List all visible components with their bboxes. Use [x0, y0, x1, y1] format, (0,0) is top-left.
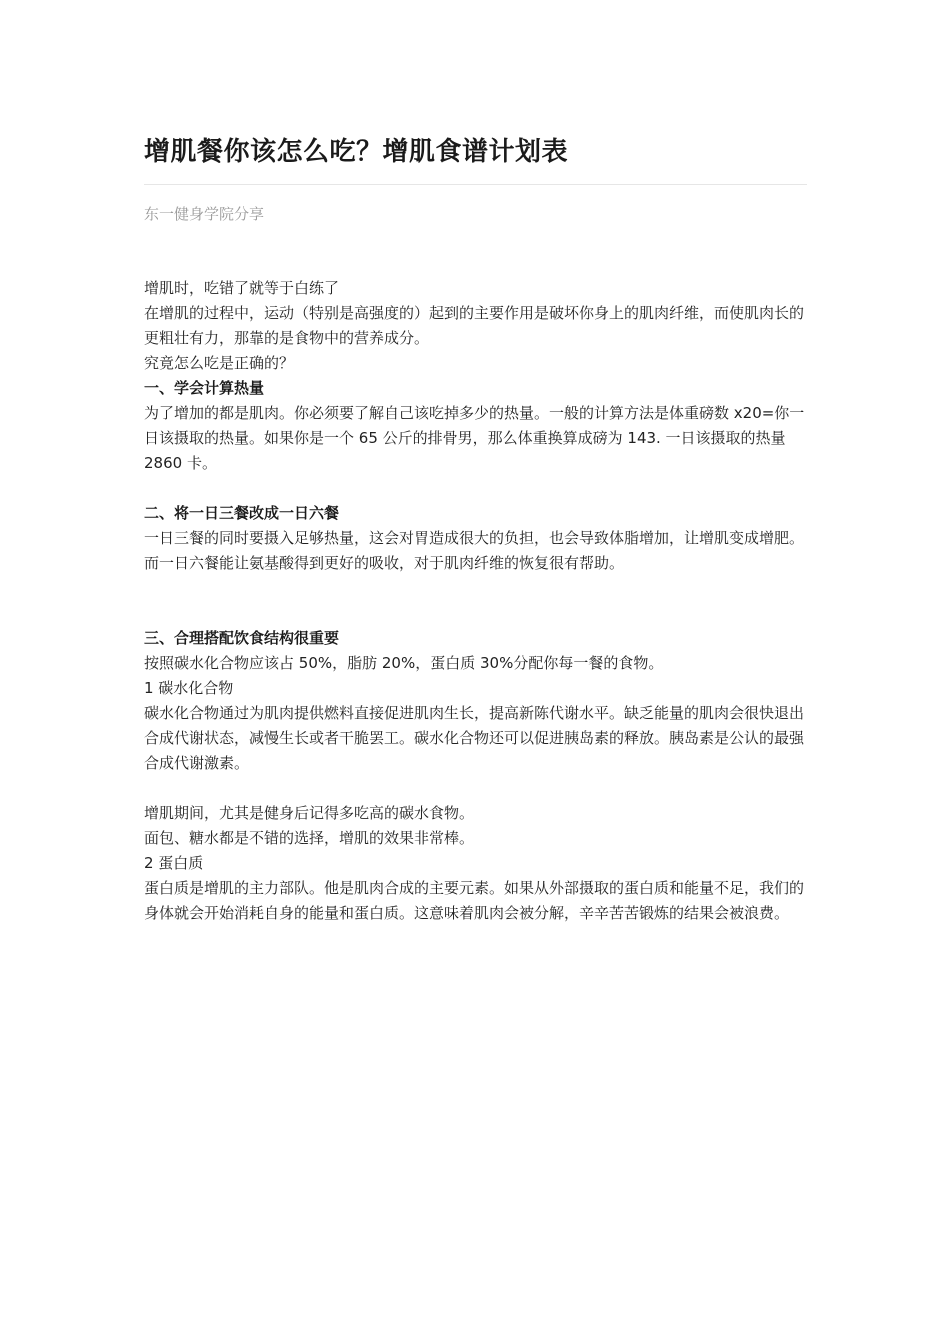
spacer — [144, 601, 807, 626]
article-source: 东一健身学院分享 — [144, 205, 265, 223]
spacer — [144, 576, 807, 601]
article-body — [144, 276, 807, 926]
section-1-heading: 一、学会计算热量 — [144, 379, 265, 397]
intro-line-1: 增肌时，吃错了就等于白练了 — [144, 279, 340, 297]
title-divider — [144, 184, 807, 185]
section-2-heading: 二、将一日三餐改成一日六餐 — [144, 504, 340, 522]
spacer — [144, 776, 807, 801]
article-title: 增肌餐你该怎么吃？增肌食谱计划表 — [144, 137, 569, 167]
intro-line-2: 在增肌的过程中，运动（特别是高强度的）起到的主要作用是破坏你身上的肌肉纤维，而使肌肉长的更粗壮有力，那靠的是食物中的营养成分。 — [144, 304, 805, 347]
carb-tip-1: 增肌期间，尤其是健身后记得多吃高的碳水食物。 — [144, 804, 475, 822]
carb-subheading: 1 碳水化合物 — [144, 679, 234, 697]
section-2-text: 一日三餐的同时要摄入足够热量，这会对胃造成很大的负担，也会导致体脂增加，让增肌变成增肥。而一日六餐能让氨基酸得到更好的吸收，对于肌肉纤维的恢复很有帮助。 — [144, 529, 805, 572]
section-3-heading: 三、合理搭配饮食结构很重要 — [144, 629, 340, 647]
carb-tip-2: 面包、糖水都是不错的选择，增肌的效果非常棒。 — [144, 829, 475, 847]
section-1-text: 为了增加的都是肌肉。你必须要了解自己该吃掉多少的热量。一般的计算方法是体重磅数 x20=你一日该摄取的热量。如果你是一个 65 公斤的排骨男，那么体重换算成磅为 143. 一日该摄取的热量 2860 卡。 — [144, 404, 805, 472]
intro-line-3: 究竟怎么吃是正确的？ — [144, 354, 295, 372]
protein-subheading: 2 蛋白质 — [144, 854, 204, 872]
protein-text: 蛋白质是增肌的主力部队。他是肌肉合成的主要元素。如果从外部摄取的蛋白质和能量不足，我们的身体就会开始消耗自身的能量和蛋白质。这意味着肌肉会被分解，辛辛苦苦锻炼的结果会被浪费。 — [144, 879, 805, 922]
carb-text: 碳水化合物通过为肌肉提供燃料直接促进肌肉生长，提高新陈代谢水平。缺乏能量的肌肉会很快退出合成代谢状态，减慢生长或者干脆罢工。碳水化合物还可以促进胰岛素的释放。胰岛素是公认的最强合成代谢激素。 — [144, 704, 805, 772]
spacer — [144, 476, 807, 501]
section-3-text: 按照碳水化合物应该占 50%，脂肪 20%，蛋白质 30%分配你每一餐的食物。 — [144, 654, 664, 672]
article — [144, 131, 807, 926]
